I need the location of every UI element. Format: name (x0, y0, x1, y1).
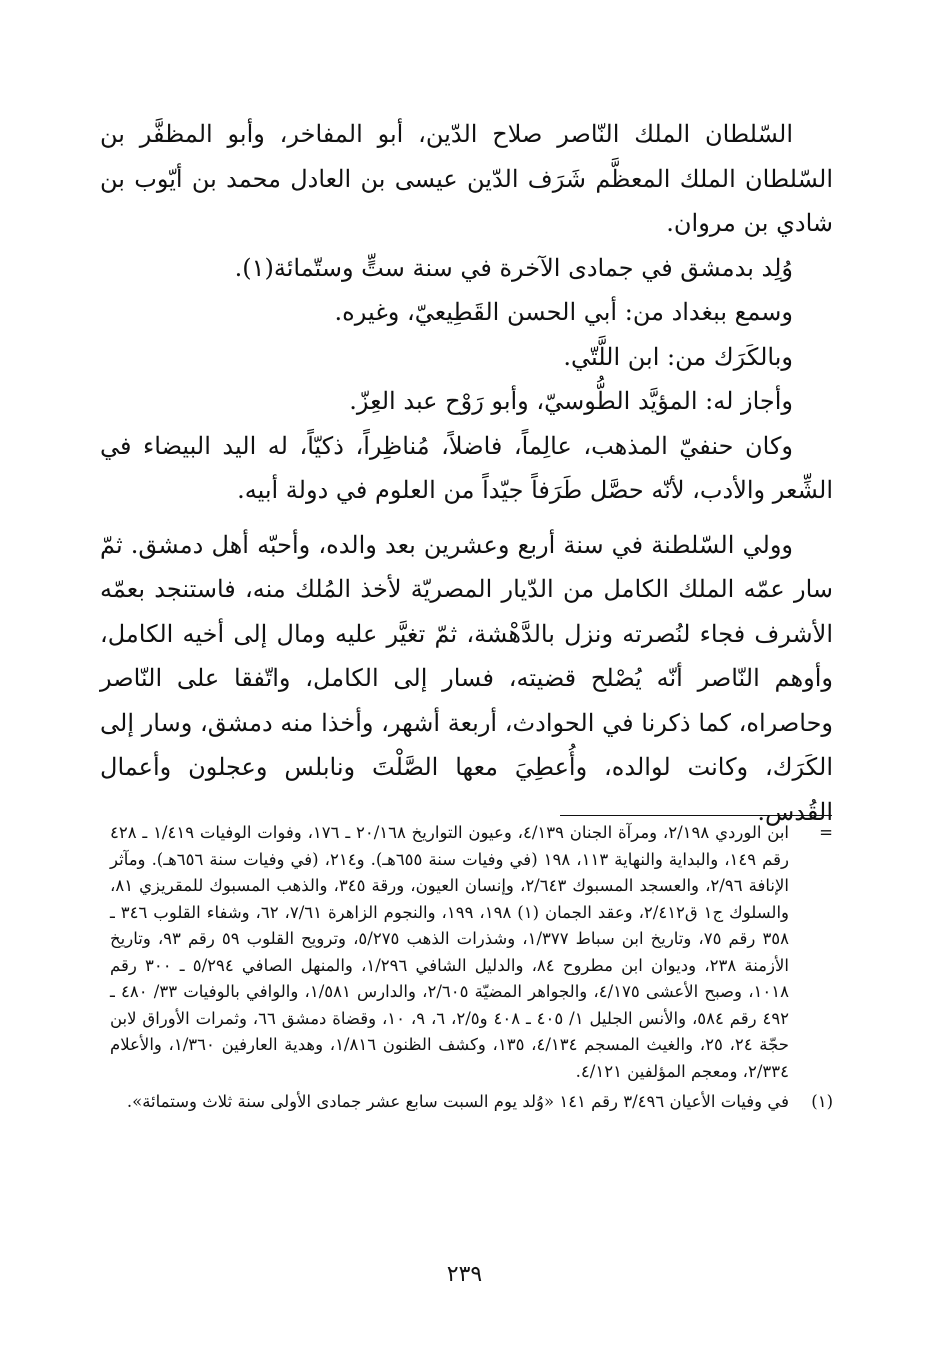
footnote-marker: (١) (811, 1092, 833, 1111)
paragraph-description: وكان حنفيّ المذهب، عالِماً، فاضلاً، مُناظِراً، ذكيّاً، له اليد البيضاء في الشِّعر والأدب، لأنّه حصَّل طَرَفاً جيّداً من العلوم في دولة أبيه. (100, 431, 833, 504)
footnote-1 (110, 1089, 833, 1116)
paragraph-birth: وُلِد بدمشق في جمادى الآخرة في سنة ستٍّ وستّمائة(١). (234, 253, 793, 282)
paragraph-title-line: السّلطان الملك النّاصر صلاح الدّين، أبو المفاخر، وأبو المظفَّر بن السّلطان الملك المعظَّم شَرَف الدّين عيسى بن العادل محمد بن أيّوب بن شادي بن مروان. (100, 120, 833, 237)
footnote-text: ابن الوردي ٢/١٩٨، ومرآة الجنان ٤/١٣٩، وعيون التواريخ ٢٠/١٦٨ ـ ١٧٦، وفوات الوفيات ١/٤١٩ ـ ٤٢٨ رقم ١٤٩، والبداية والنهاية ١١٣، ١٩٨ (في وفيات سنة ٦٥٥هـ). و٢١٤، (في وفيات سنة ٦٥٦هـ). ومآثر الإنافة ٢/٩٦، والعسجد المسبوك ٢/٦٤٣، وإنسان العيون، ورقة ٣٤٥، والذهب المسبوك للمقريزي ٨١، والسلوك ج١ ق٢/٤١٢، وعقد الجمان (١) ١٩٨، ١٩٩، والنجوم الزاهرة ٧/٦١، ٦٢، وشفاء القلوب ٣٤٦ ـ ٣٥٨ رقم ٧٥، وتاريخ ابن سباط ١/٣٧٧، وشذرات الذهب ٥/٢٧٥، وترويح القلوب ٥٩ رقم ٩٣، وتاريخ الأزمنة ٢٣٨، وديوان ابن مطروح ٨٤، والدليل الشافي ١/٢٩٦، والمنهل الصافي ٥/٢٩٤ ـ ٣٠٠ رقم ١٠١٨، وصبح الأعشى ٤/١٧٥، والجواهر المضيّة ٢/٦٠٥، والدارس ١/٥٨١، والوافي بالوفيات ٣٣/ ٤٨٠ ـ ٤٩٢ رقم ٥٨٤، والأنس الجليل ١/ ٤٠٥ ـ ٤٠٨ و٢/٥، ٦، ٩، ١٠، وقضاة دمشق ٦٦، وثمرات الأوراق لابن حجّة ٢٤، ٢٥، والغيث المسجم ٤/١٣٤، ١٣٥، وكشف الظنون ١/٨١٦، وهدية العارفين ١/٣٦٠، والأعلام ٢/٣٣٤، ومعجم المؤلفين ٤/١٢١. (110, 823, 790, 1081)
footnote-text: في وفيات الأعيان ٣/٤٩٦ رقم ١٤١ «وُلد يوم السبت سابع عشر جمادى الأولى سنة ثلاث وستمائة». (126, 1092, 789, 1111)
paragraph-heard-karak: وبالكَرَك من: ابن اللَّتّي. (563, 342, 793, 371)
page-number: ٢٣٩ (446, 1262, 483, 1287)
footnote-marker: = (819, 823, 833, 842)
paragraph-heard-baghdad: وسمع ببغداد من: أبي الحسن القَطِيعيّ، وغيره. (334, 298, 793, 326)
paragraph-ijaza: وأجاز له: المؤيَّد الطُّوسيّ، وأبو رَوْح عبد العِزّ. (349, 387, 793, 415)
footnotes (110, 820, 833, 1116)
footnote-continued (110, 820, 833, 1085)
paragraph-reign: وولي السّلطنة في سنة أربع وعشرين بعد والده، وأحبّه أهل دمشق. ثمّ سار عمّه الملك الكامل من الدّيار المصريّة لأخذ المُلك منه، فاستنجد بعمّه الأشرف فجاء لنُصرته ونزل بالدَّهْشة، ثمّ تغيَّر عليه ومال إلى أخيه الكامل، وأوهم النّاصر أنّه يُصْلح قضيته، فسار إلى الكامل، واتّفقا على النّاصر وحاصراه، كما ذكرنا في الحوادث، أربعة أشهر، وأخذا منه دمشق، وسار إلى الكَرَك، وكانت لوالده، وأُعطِيَ معها الصَّلْتَ ونابلس وعجلون وأعمال القُدس. (100, 530, 833, 826)
footnote-separator (560, 815, 832, 816)
main-text (100, 112, 833, 834)
